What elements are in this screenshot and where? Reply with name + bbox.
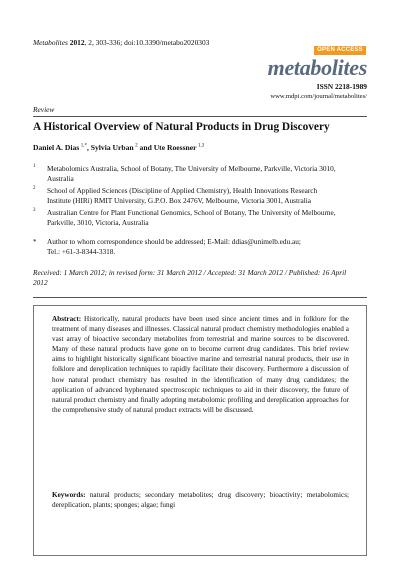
affiliation-number: 3 bbox=[33, 208, 36, 213]
open-access-badge: OPEN ACCESS bbox=[314, 46, 366, 55]
author-name: Daniel A. Dias bbox=[33, 143, 80, 152]
issn: ISSN 2218-1989 bbox=[316, 82, 367, 91]
affiliation-line: School of Applied Sciences (Discipline of Applied Chemistry), Health Innovations Research bbox=[47, 186, 318, 195]
citation-details: , 2, 303-336; doi:10.3390/metabo2020303 bbox=[84, 38, 210, 47]
affiliation-line: Institute (HIRi) RMIT University, G.P.O. Box 2476V, Melbourne, Victoria 3001, Australia bbox=[47, 196, 311, 205]
keywords-label: Keywords: bbox=[52, 491, 86, 499]
keywords-text: natural products; secondary metabolites; drug discovery; bioactivity; metabolomics; dereplication, plants; sponges; algae; fungi bbox=[52, 491, 349, 510]
header-divider bbox=[33, 116, 367, 117]
journal-logo: metabolites bbox=[267, 55, 367, 80]
affiliation-line: Australian Centre for Plant Functional Genomics, School of Botany, The University of Melbourne, bbox=[47, 208, 336, 217]
dates-divider bbox=[33, 297, 367, 298]
correspondence-text bbox=[47, 237, 367, 257]
article-type: Review bbox=[33, 105, 55, 114]
citation-line bbox=[33, 38, 209, 47]
author-affiliation-marker: 2 bbox=[135, 143, 138, 149]
correspondence-line[interactable]: Author to whom correspondence should be addressed; E-Mail: ddias@unimelb.edu.au; bbox=[47, 237, 301, 246]
author-affiliation-marker: 1,3 bbox=[198, 143, 205, 149]
abstract bbox=[52, 314, 349, 415]
publication-dates: Received: 1 March 2012; in revised form: 31 March 2012 / Accepted: 31 March 2012 / Published: 16 April 2012 bbox=[33, 268, 347, 287]
citation-journal: Metabolites bbox=[33, 38, 68, 47]
affiliation-number: 1 bbox=[33, 164, 36, 169]
asterisk-marker: * bbox=[33, 238, 37, 246]
affiliation-text bbox=[47, 208, 367, 228]
author-affiliation-marker: 1,* bbox=[80, 143, 87, 149]
journal-url[interactable]: www.mdpi.com/journal/metabolites/ bbox=[270, 93, 367, 100]
abstract-text: Historically, natural products have been used since ancient times and in folklore for the treatment of many diseases and illnesses. Classical natural product chemistry methodologies enabled a vast array of bioactive secondary metabolites from terrestrial and marine sources to be discovered. Many of these natural products have gone on to become current drug candidates. This brief review aims to highlight historically significant bioactive marine and terrestrial natural products, their use in folklore and dereplication techniques to rapidly facilitate their discovery. Furthermore a discussion of how natural product chemistry has resulted in the identification of many drug candidates; the application of advanced hyphenated spectroscopic techniques to aid in their discovery, the future of natural product chemistry and finally adopting metabolomic profiling and dereplication approaches for the comprehensive study of natural product extracts will be discussed. bbox=[52, 315, 349, 414]
affiliation-line: Parkville, 3010, Victoria, Australia bbox=[47, 218, 149, 227]
author-name: Sylvia Urban bbox=[90, 143, 134, 152]
abstract-label: Abstract: bbox=[52, 315, 82, 323]
affiliation-text bbox=[47, 164, 367, 184]
affiliation-text bbox=[47, 186, 367, 206]
citation-year: 2012 bbox=[69, 38, 85, 47]
author-separator: and bbox=[137, 143, 154, 152]
author-list bbox=[33, 143, 204, 152]
affiliation-line: Metabolomics Australia, School of Botany, The University of Melbourne, Parkville, Victoria 3010, bbox=[47, 164, 336, 173]
affiliation-line: Australia bbox=[47, 174, 74, 183]
author-name: Ute Roessner bbox=[153, 143, 197, 152]
keywords bbox=[52, 490, 349, 510]
author-separator: , bbox=[86, 143, 91, 152]
paper-title: A Historical Overview of Natural Products in Drug Discovery bbox=[33, 121, 330, 133]
affiliation-number: 2 bbox=[33, 186, 36, 191]
correspondence-line: Tel.: +61-3-8344-3318. bbox=[47, 247, 116, 256]
